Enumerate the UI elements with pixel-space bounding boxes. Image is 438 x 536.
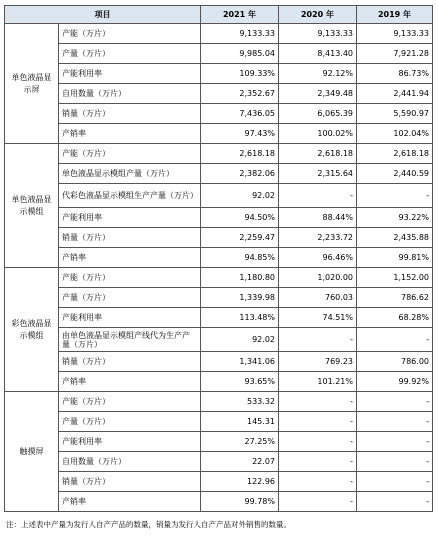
row-item: 产能（万片） — [59, 24, 201, 44]
table-row — [5, 268, 433, 288]
row-item: 产量（万片） — [59, 412, 201, 432]
value-2021: 92.02 — [201, 328, 279, 352]
value-2020: 2,233.72 — [279, 228, 357, 248]
value-2021: 2,618.18 — [201, 144, 279, 164]
table-row — [5, 288, 433, 308]
table-row — [5, 328, 433, 352]
value-2020: 100.02% — [279, 124, 357, 144]
header-2020: 2020 年 — [279, 6, 357, 24]
table-row — [5, 492, 433, 512]
value-2019: - — [357, 472, 433, 492]
value-2021: 1,341.06 — [201, 352, 279, 372]
production-sales-table — [4, 5, 433, 512]
table-row — [5, 248, 433, 268]
header-2021: 2021 年 — [201, 6, 279, 24]
row-item: 单色液晶显示模组产量（万片） — [59, 164, 201, 184]
row-item: 产能利用率 — [59, 432, 201, 452]
value-2020: 1,020.00 — [279, 268, 357, 288]
table-row — [5, 372, 433, 392]
table-row — [5, 412, 433, 432]
value-2020: 74.51% — [279, 308, 357, 328]
value-2020: 760.03 — [279, 288, 357, 308]
value-2020: - — [279, 392, 357, 412]
value-2021: 9,985.04 — [201, 44, 279, 64]
value-2020: 8,413.40 — [279, 44, 357, 64]
value-2020: - — [279, 412, 357, 432]
value-2021: 113.48% — [201, 308, 279, 328]
group-label: 单色液晶显示模组 — [5, 144, 59, 268]
value-2021: 122.96 — [201, 472, 279, 492]
value-2020: 2,349.48 — [279, 84, 357, 104]
value-2019: 2,618.18 — [357, 144, 433, 164]
value-2019: - — [357, 412, 433, 432]
table-row — [5, 104, 433, 124]
row-item: 销量（万片） — [59, 352, 201, 372]
value-2019: 99.92% — [357, 372, 433, 392]
value-2020: 2,618.18 — [279, 144, 357, 164]
value-2021: 9,133.33 — [201, 24, 279, 44]
table-row — [5, 84, 433, 104]
value-2020: 101.21% — [279, 372, 357, 392]
value-2019: 2,435.88 — [357, 228, 433, 248]
value-2021: 99.78% — [201, 492, 279, 512]
header-item: 项目 — [5, 6, 201, 24]
value-2019: 1,152.00 — [357, 268, 433, 288]
table-row — [5, 184, 433, 208]
value-2019: 68.28% — [357, 308, 433, 328]
value-2019: 786.62 — [357, 288, 433, 308]
row-item: 产量（万片） — [59, 44, 201, 64]
row-item: 产能（万片） — [59, 268, 201, 288]
value-2020: - — [279, 184, 357, 208]
value-2021: 27.25% — [201, 432, 279, 452]
table-row — [5, 228, 433, 248]
value-2019: 7,921.28 — [357, 44, 433, 64]
row-item: 代彩色液晶显示模组生产产量（万片） — [59, 184, 201, 208]
table-header-row — [5, 6, 433, 24]
value-2021: 93.65% — [201, 372, 279, 392]
row-item: 销量（万片） — [59, 104, 201, 124]
group-label: 彩色液晶显示模组 — [5, 268, 59, 392]
value-2021: 22.07 — [201, 452, 279, 472]
value-2020: 6,065.39 — [279, 104, 357, 124]
row-item: 产销率 — [59, 372, 201, 392]
value-2020: - — [279, 492, 357, 512]
row-item: 产能利用率 — [59, 208, 201, 228]
value-2019: - — [357, 432, 433, 452]
value-2021: 1,180.80 — [201, 268, 279, 288]
row-item: 产销率 — [59, 492, 201, 512]
table-row — [5, 144, 433, 164]
table-note: 注：上述表中产量为发行人自产产品的数量，销量为发行人自产产品对外销售的数量。 — [6, 520, 291, 529]
row-item: 自用数量（万片） — [59, 84, 201, 104]
table-row — [5, 452, 433, 472]
value-2020: - — [279, 452, 357, 472]
value-2019: 86.73% — [357, 64, 433, 84]
value-2021: 1,339.98 — [201, 288, 279, 308]
value-2019: - — [357, 184, 433, 208]
value-2021: 2,382.06 — [201, 164, 279, 184]
table-row — [5, 24, 433, 44]
value-2021: 7,436.05 — [201, 104, 279, 124]
value-2019: 99.81% — [357, 248, 433, 268]
value-2021: 94.50% — [201, 208, 279, 228]
row-item: 产销率 — [59, 124, 201, 144]
row-item: 由单色液晶显示模组产线代为生产产量（万片） — [59, 328, 201, 352]
value-2020: 9,133.33 — [279, 24, 357, 44]
value-2019: - — [357, 392, 433, 412]
group-label: 单色液晶显示屏 — [5, 24, 59, 144]
value-2019: 93.22% — [357, 208, 433, 228]
row-item: 产能（万片） — [59, 144, 201, 164]
value-2021: 92.02 — [201, 184, 279, 208]
value-2019: 102.04% — [357, 124, 433, 144]
value-2019: - — [357, 328, 433, 352]
table-row — [5, 44, 433, 64]
row-item: 产能利用率 — [59, 64, 201, 84]
value-2019: 786.00 — [357, 352, 433, 372]
value-2020: - — [279, 472, 357, 492]
group-label: 触摸屏 — [5, 392, 59, 512]
header-2019: 2019 年 — [357, 6, 433, 24]
row-item: 产能利用率 — [59, 308, 201, 328]
table-row — [5, 308, 433, 328]
row-item: 产能（万片） — [59, 392, 201, 412]
row-item: 自用数量（万片） — [59, 452, 201, 472]
row-item: 销量（万片） — [59, 228, 201, 248]
table-row — [5, 392, 433, 412]
value-2021: 533.32 — [201, 392, 279, 412]
value-2020: 88.44% — [279, 208, 357, 228]
value-2021: 94.85% — [201, 248, 279, 268]
value-2021: 2,352.67 — [201, 84, 279, 104]
row-item: 销量（万片） — [59, 472, 201, 492]
value-2021: 109.33% — [201, 64, 279, 84]
table-row — [5, 64, 433, 84]
value-2019: - — [357, 492, 433, 512]
value-2020: 769.23 — [279, 352, 357, 372]
table-body — [5, 24, 433, 512]
table-row — [5, 124, 433, 144]
value-2019: - — [357, 452, 433, 472]
table-row — [5, 208, 433, 228]
value-2021: 145.31 — [201, 412, 279, 432]
value-2020: 2,315.64 — [279, 164, 357, 184]
row-item: 产量（万片） — [59, 288, 201, 308]
value-2019: 9,133.33 — [357, 24, 433, 44]
table-row — [5, 352, 433, 372]
table-row — [5, 164, 433, 184]
table-row — [5, 472, 433, 492]
value-2020: 92.12% — [279, 64, 357, 84]
table-row — [5, 432, 433, 452]
value-2019: 2,440.59 — [357, 164, 433, 184]
value-2021: 2,259.47 — [201, 228, 279, 248]
row-item: 产销率 — [59, 248, 201, 268]
value-2020: - — [279, 432, 357, 452]
value-2019: 5,590.97 — [357, 104, 433, 124]
value-2019: 2,441.94 — [357, 84, 433, 104]
value-2020: 96.46% — [279, 248, 357, 268]
value-2021: 97.43% — [201, 124, 279, 144]
value-2020: - — [279, 328, 357, 352]
